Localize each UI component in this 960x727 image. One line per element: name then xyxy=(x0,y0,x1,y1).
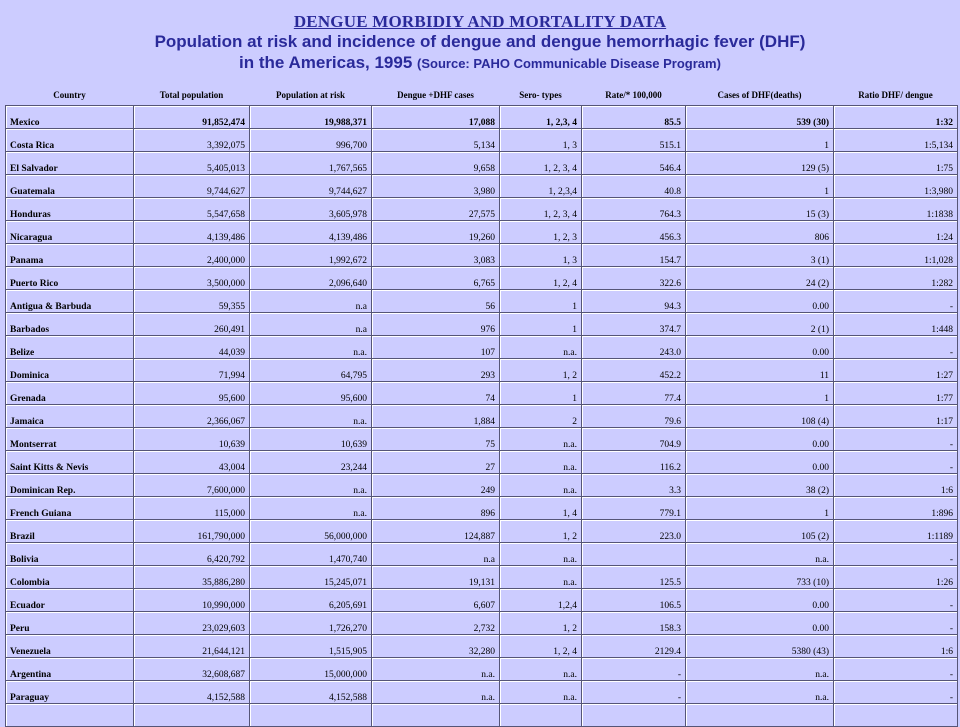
table-cell: 44,039 xyxy=(134,336,250,359)
empty-cell xyxy=(134,704,250,727)
table-cell: n.a xyxy=(250,313,372,336)
table-cell: 75 xyxy=(372,428,500,451)
table-cell: 74 xyxy=(372,382,500,405)
table-cell: 0.00 xyxy=(686,451,834,474)
table-row xyxy=(6,198,958,221)
table-cell: 158.3 xyxy=(582,612,686,635)
country-cell: Paraguay xyxy=(6,681,134,704)
table-cell: 15,245,071 xyxy=(250,566,372,589)
table-row xyxy=(6,566,958,589)
column-header: Rate/* 100,000 xyxy=(605,89,662,100)
table-row xyxy=(6,520,958,543)
table-cell: 1 xyxy=(500,313,582,336)
table-cell: 4,152,588 xyxy=(134,681,250,704)
table-cell: 3,605,978 xyxy=(250,198,372,221)
column-header: Country xyxy=(53,89,86,100)
table-row xyxy=(6,612,958,635)
table-row xyxy=(6,106,958,129)
column-header: Cases of DHF(deaths) xyxy=(717,89,802,100)
table-cell: 161,790,000 xyxy=(134,520,250,543)
table-cell: n.a. xyxy=(500,336,582,359)
table-cell: 1:5,134 xyxy=(834,129,958,152)
table-cell xyxy=(582,543,686,566)
table-cell: 1 xyxy=(686,175,834,198)
table-cell: 35,886,280 xyxy=(134,566,250,589)
table-cell: 764.3 xyxy=(582,198,686,221)
table-cell: - xyxy=(582,658,686,681)
table-cell: 1, 3 xyxy=(500,129,582,152)
table-cell: 3,980 xyxy=(372,175,500,198)
table-cell: 1,992,672 xyxy=(250,244,372,267)
table-cell: 107 xyxy=(372,336,500,359)
table-cell: n.a. xyxy=(250,405,372,428)
table-cell: 1:26 xyxy=(834,566,958,589)
empty-cell xyxy=(834,704,958,727)
table-cell: n.a. xyxy=(372,658,500,681)
table-cell: 1, 2, 4 xyxy=(500,267,582,290)
table-row xyxy=(6,244,958,267)
column-header: Total population xyxy=(159,89,224,100)
table-cell: n.a. xyxy=(686,543,834,566)
country-cell: Mexico xyxy=(6,106,134,129)
table-cell: 85.5 xyxy=(582,106,686,129)
table-cell: 539 (30) xyxy=(686,106,834,129)
table-cell: 456.3 xyxy=(582,221,686,244)
table-cell: 0.00 xyxy=(686,428,834,451)
empty-cell xyxy=(372,704,500,727)
table-cell: 1, 3 xyxy=(500,244,582,267)
table-cell: 1, 2, 4 xyxy=(500,635,582,658)
table-cell: - xyxy=(582,681,686,704)
country-cell: Jamaica xyxy=(6,405,134,428)
table-cell: 71,994 xyxy=(134,359,250,382)
table-cell: 293 xyxy=(372,359,500,382)
empty-cell xyxy=(686,704,834,727)
table-cell: 3,392,075 xyxy=(134,129,250,152)
table-cell: 24 (2) xyxy=(686,267,834,290)
table-row xyxy=(6,451,958,474)
table-cell: 1, 2, 3, 4 xyxy=(500,198,582,221)
table-cell: 2,366,067 xyxy=(134,405,250,428)
country-cell: Costa Rica xyxy=(6,129,134,152)
country-cell: Colombia xyxy=(6,566,134,589)
table-row xyxy=(6,267,958,290)
table-cell: 1:32 xyxy=(834,106,958,129)
table-cell: 19,260 xyxy=(372,221,500,244)
table-cell: 4,139,486 xyxy=(250,221,372,244)
table-cell: 1:17 xyxy=(834,405,958,428)
table-cell: 1:1838 xyxy=(834,198,958,221)
country-cell: El Salvador xyxy=(6,152,134,175)
table-cell: 1:448 xyxy=(834,313,958,336)
table-cell: 3,083 xyxy=(372,244,500,267)
table-row xyxy=(6,428,958,451)
table-cell: 1,726,270 xyxy=(250,612,372,635)
table-cell: 125.5 xyxy=(582,566,686,589)
table-cell: - xyxy=(834,681,958,704)
table-cell: 976 xyxy=(372,313,500,336)
table-cell: 1,884 xyxy=(372,405,500,428)
table-cell: 91,852,474 xyxy=(134,106,250,129)
table-cell: 32,280 xyxy=(372,635,500,658)
table-cell: n.a. xyxy=(250,474,372,497)
country-cell: Ecuador xyxy=(6,589,134,612)
table-cell: 105 (2) xyxy=(686,520,834,543)
table-cell: 1:896 xyxy=(834,497,958,520)
column-header: Dengue +DHF cases xyxy=(397,89,474,100)
table-row xyxy=(6,152,958,175)
table-cell: 77.4 xyxy=(582,382,686,405)
table-cell: 249 xyxy=(372,474,500,497)
table-cell: 106.5 xyxy=(582,589,686,612)
table-cell: n.a. xyxy=(500,543,582,566)
country-cell: Belize xyxy=(6,336,134,359)
subtitle-line-1: Population at risk and incidence of dengue and dengue hemorrhagic fever (DHF) xyxy=(154,32,806,51)
country-cell: Grenada xyxy=(6,382,134,405)
table-cell: 5380 (43) xyxy=(686,635,834,658)
table-cell: 0.00 xyxy=(686,612,834,635)
table-cell: 0.00 xyxy=(686,589,834,612)
table-cell: 322.6 xyxy=(582,267,686,290)
table-cell: 9,744,627 xyxy=(250,175,372,198)
subtitle-year: in the Americas, 1995 xyxy=(239,53,413,72)
table-cell: 154.7 xyxy=(582,244,686,267)
table-cell: 1 xyxy=(500,382,582,405)
table-cell: 95,600 xyxy=(134,382,250,405)
table-cell: 64,795 xyxy=(250,359,372,382)
table-cell: 19,131 xyxy=(372,566,500,589)
table-cell: 1 xyxy=(686,497,834,520)
table-cell: 374.7 xyxy=(582,313,686,336)
table-cell: 10,990,000 xyxy=(134,589,250,612)
source-note: (Source: PAHO Communicable Disease Program) xyxy=(417,56,721,71)
table-cell: - xyxy=(834,428,958,451)
table-row xyxy=(6,129,958,152)
table-cell: n.a. xyxy=(250,497,372,520)
table-cell: 1 xyxy=(686,129,834,152)
table-cell: 23,029,603 xyxy=(134,612,250,635)
table-cell: 115,000 xyxy=(134,497,250,520)
table-cell: 2,096,640 xyxy=(250,267,372,290)
table-cell: 6,420,792 xyxy=(134,543,250,566)
table-cell: 1:75 xyxy=(834,152,958,175)
table-cell: 19,988,371 xyxy=(250,106,372,129)
table-cell: 95,600 xyxy=(250,382,372,405)
table-row xyxy=(6,405,958,428)
table-cell: 1,767,565 xyxy=(250,152,372,175)
table-cell: 2 xyxy=(500,405,582,428)
table-cell: 9,658 xyxy=(372,152,500,175)
page-title: DENGUE MORBIDIY AND MORTALITY DATA xyxy=(293,12,667,31)
table-cell: 10,639 xyxy=(134,428,250,451)
table-cell: 1:1189 xyxy=(834,520,958,543)
table-cell: 2,732 xyxy=(372,612,500,635)
table-cell: 17,088 xyxy=(372,106,500,129)
table-cell: 1:282 xyxy=(834,267,958,290)
table-cell: n.a. xyxy=(250,336,372,359)
table-header-row xyxy=(6,84,958,106)
table-cell: 5,547,658 xyxy=(134,198,250,221)
country-cell: Brazil xyxy=(6,520,134,543)
table-row xyxy=(6,543,958,566)
table-row xyxy=(6,359,958,382)
table-cell: n.a. xyxy=(500,658,582,681)
table-cell: 4,139,486 xyxy=(134,221,250,244)
table-cell: 79.6 xyxy=(582,405,686,428)
country-cell: Montserrat xyxy=(6,428,134,451)
empty-cell xyxy=(250,704,372,727)
table-cell: 7,600,000 xyxy=(134,474,250,497)
table-cell: 56 xyxy=(372,290,500,313)
table-row xyxy=(6,681,958,704)
table-cell: 59,355 xyxy=(134,290,250,313)
table-cell: n.a. xyxy=(686,658,834,681)
header xyxy=(0,0,960,74)
country-cell: Peru xyxy=(6,612,134,635)
country-cell: Antigua & Barbuda xyxy=(6,290,134,313)
table-cell: 9,744,627 xyxy=(134,175,250,198)
table-cell: 1, 2 xyxy=(500,359,582,382)
empty-cell xyxy=(500,704,582,727)
table-cell: - xyxy=(834,290,958,313)
table-cell: 10,639 xyxy=(250,428,372,451)
table-cell: 1:6 xyxy=(834,635,958,658)
country-cell: French Guiana xyxy=(6,497,134,520)
table-cell: - xyxy=(834,658,958,681)
table-cell: 1, 2 xyxy=(500,520,582,543)
table-cell: n.a xyxy=(250,290,372,313)
table-cell: - xyxy=(834,543,958,566)
table-cell: 996,700 xyxy=(250,129,372,152)
table-cell: 4,152,588 xyxy=(250,681,372,704)
table-cell: 1, 2 xyxy=(500,612,582,635)
table-cell: 15 (3) xyxy=(686,198,834,221)
table-cell: n.a. xyxy=(500,566,582,589)
table-cell: 32,608,687 xyxy=(134,658,250,681)
country-cell: Venezuela xyxy=(6,635,134,658)
table-cell: 3,500,000 xyxy=(134,267,250,290)
table-row xyxy=(6,313,958,336)
table-row xyxy=(6,497,958,520)
table-cell: 11 xyxy=(686,359,834,382)
table-cell: 21,644,121 xyxy=(134,635,250,658)
table-cell: 27 xyxy=(372,451,500,474)
table-cell: 1, 2, 3 xyxy=(500,221,582,244)
table-cell: 23,244 xyxy=(250,451,372,474)
table-cell: 1,515,905 xyxy=(250,635,372,658)
table-cell: 43,004 xyxy=(134,451,250,474)
table-cell: 1:24 xyxy=(834,221,958,244)
table-cell: 6,205,691 xyxy=(250,589,372,612)
table-cell: 0.00 xyxy=(686,336,834,359)
column-header: Sero- types xyxy=(519,89,562,100)
table-cell: 129 (5) xyxy=(686,152,834,175)
table-cell: 56,000,000 xyxy=(250,520,372,543)
empty-row xyxy=(6,704,958,727)
table-cell: - xyxy=(834,451,958,474)
table-cell: 223.0 xyxy=(582,520,686,543)
country-cell: Barbados xyxy=(6,313,134,336)
table-cell: n.a. xyxy=(372,681,500,704)
table-cell: 3 (1) xyxy=(686,244,834,267)
dengue-data-table xyxy=(5,84,958,727)
country-cell: Nicaragua xyxy=(6,221,134,244)
table-cell: 124,887 xyxy=(372,520,500,543)
table-cell: 2,400,000 xyxy=(134,244,250,267)
subtitle-line-2 xyxy=(0,52,960,74)
table-cell: - xyxy=(834,589,958,612)
table-cell: 733 (10) xyxy=(686,566,834,589)
table-cell: - xyxy=(834,336,958,359)
table-cell: 1 xyxy=(686,382,834,405)
table-cell: 1,2,4 xyxy=(500,589,582,612)
table-cell: 1, 2,3, 4 xyxy=(500,106,582,129)
table-cell: n.a. xyxy=(500,681,582,704)
table-cell: 243.0 xyxy=(582,336,686,359)
table-cell: 3.3 xyxy=(582,474,686,497)
table-row xyxy=(6,658,958,681)
table-cell: 5,405,013 xyxy=(134,152,250,175)
empty-cell xyxy=(582,704,686,727)
table-cell: 15,000,000 xyxy=(250,658,372,681)
table-cell: 1:1,028 xyxy=(834,244,958,267)
table-cell: 1:6 xyxy=(834,474,958,497)
table-cell: 515.1 xyxy=(582,129,686,152)
table-cell: 896 xyxy=(372,497,500,520)
table-row xyxy=(6,589,958,612)
table-cell: n.a. xyxy=(500,428,582,451)
table-cell: 1, 4 xyxy=(500,497,582,520)
country-cell: Panama xyxy=(6,244,134,267)
table-cell: n.a. xyxy=(500,474,582,497)
table-cell: 5,134 xyxy=(372,129,500,152)
table-cell: n.a. xyxy=(500,451,582,474)
table-row xyxy=(6,635,958,658)
empty-cell xyxy=(6,704,134,727)
table-cell: 40.8 xyxy=(582,175,686,198)
data-table-container xyxy=(5,84,957,727)
table-row xyxy=(6,382,958,405)
table-cell: 1,470,740 xyxy=(250,543,372,566)
country-cell: Saint Kitts & Nevis xyxy=(6,451,134,474)
table-cell: 1, 2,3,4 xyxy=(500,175,582,198)
table-cell: 1:77 xyxy=(834,382,958,405)
table-cell: 1, 2, 3, 4 xyxy=(500,152,582,175)
table-cell: 94.3 xyxy=(582,290,686,313)
column-header: Population at risk xyxy=(275,89,345,100)
column-header: Ratio DHF/ dengue xyxy=(858,89,933,100)
table-cell: 38 (2) xyxy=(686,474,834,497)
table-cell: 6,765 xyxy=(372,267,500,290)
table-row xyxy=(6,290,958,313)
table-cell: n.a. xyxy=(686,681,834,704)
table-row xyxy=(6,175,958,198)
table-cell: 1:27 xyxy=(834,359,958,382)
country-cell: Dominican Rep. xyxy=(6,474,134,497)
table-cell: 27,575 xyxy=(372,198,500,221)
table-cell: 260,491 xyxy=(134,313,250,336)
table-cell: 2 (1) xyxy=(686,313,834,336)
table-cell: 0.00 xyxy=(686,290,834,313)
country-cell: Honduras xyxy=(6,198,134,221)
table-cell: 1:3,980 xyxy=(834,175,958,198)
country-cell: Guatemala xyxy=(6,175,134,198)
country-cell: Bolivia xyxy=(6,543,134,566)
table-cell: n.a xyxy=(372,543,500,566)
table-row xyxy=(6,221,958,244)
table-row xyxy=(6,474,958,497)
table-cell: 546.4 xyxy=(582,152,686,175)
table-cell: 6,607 xyxy=(372,589,500,612)
table-cell: - xyxy=(834,612,958,635)
table-row xyxy=(6,336,958,359)
table-cell: 452.2 xyxy=(582,359,686,382)
table-cell: 2129.4 xyxy=(582,635,686,658)
table-cell: 704.9 xyxy=(582,428,686,451)
table-cell: 116.2 xyxy=(582,451,686,474)
table-cell: 806 xyxy=(686,221,834,244)
country-cell: Puerto Rico xyxy=(6,267,134,290)
table-cell: 779.1 xyxy=(582,497,686,520)
table-cell: 1 xyxy=(500,290,582,313)
country-cell: Dominica xyxy=(6,359,134,382)
country-cell: Argentina xyxy=(6,658,134,681)
table-cell: 108 (4) xyxy=(686,405,834,428)
table-body xyxy=(6,106,958,727)
